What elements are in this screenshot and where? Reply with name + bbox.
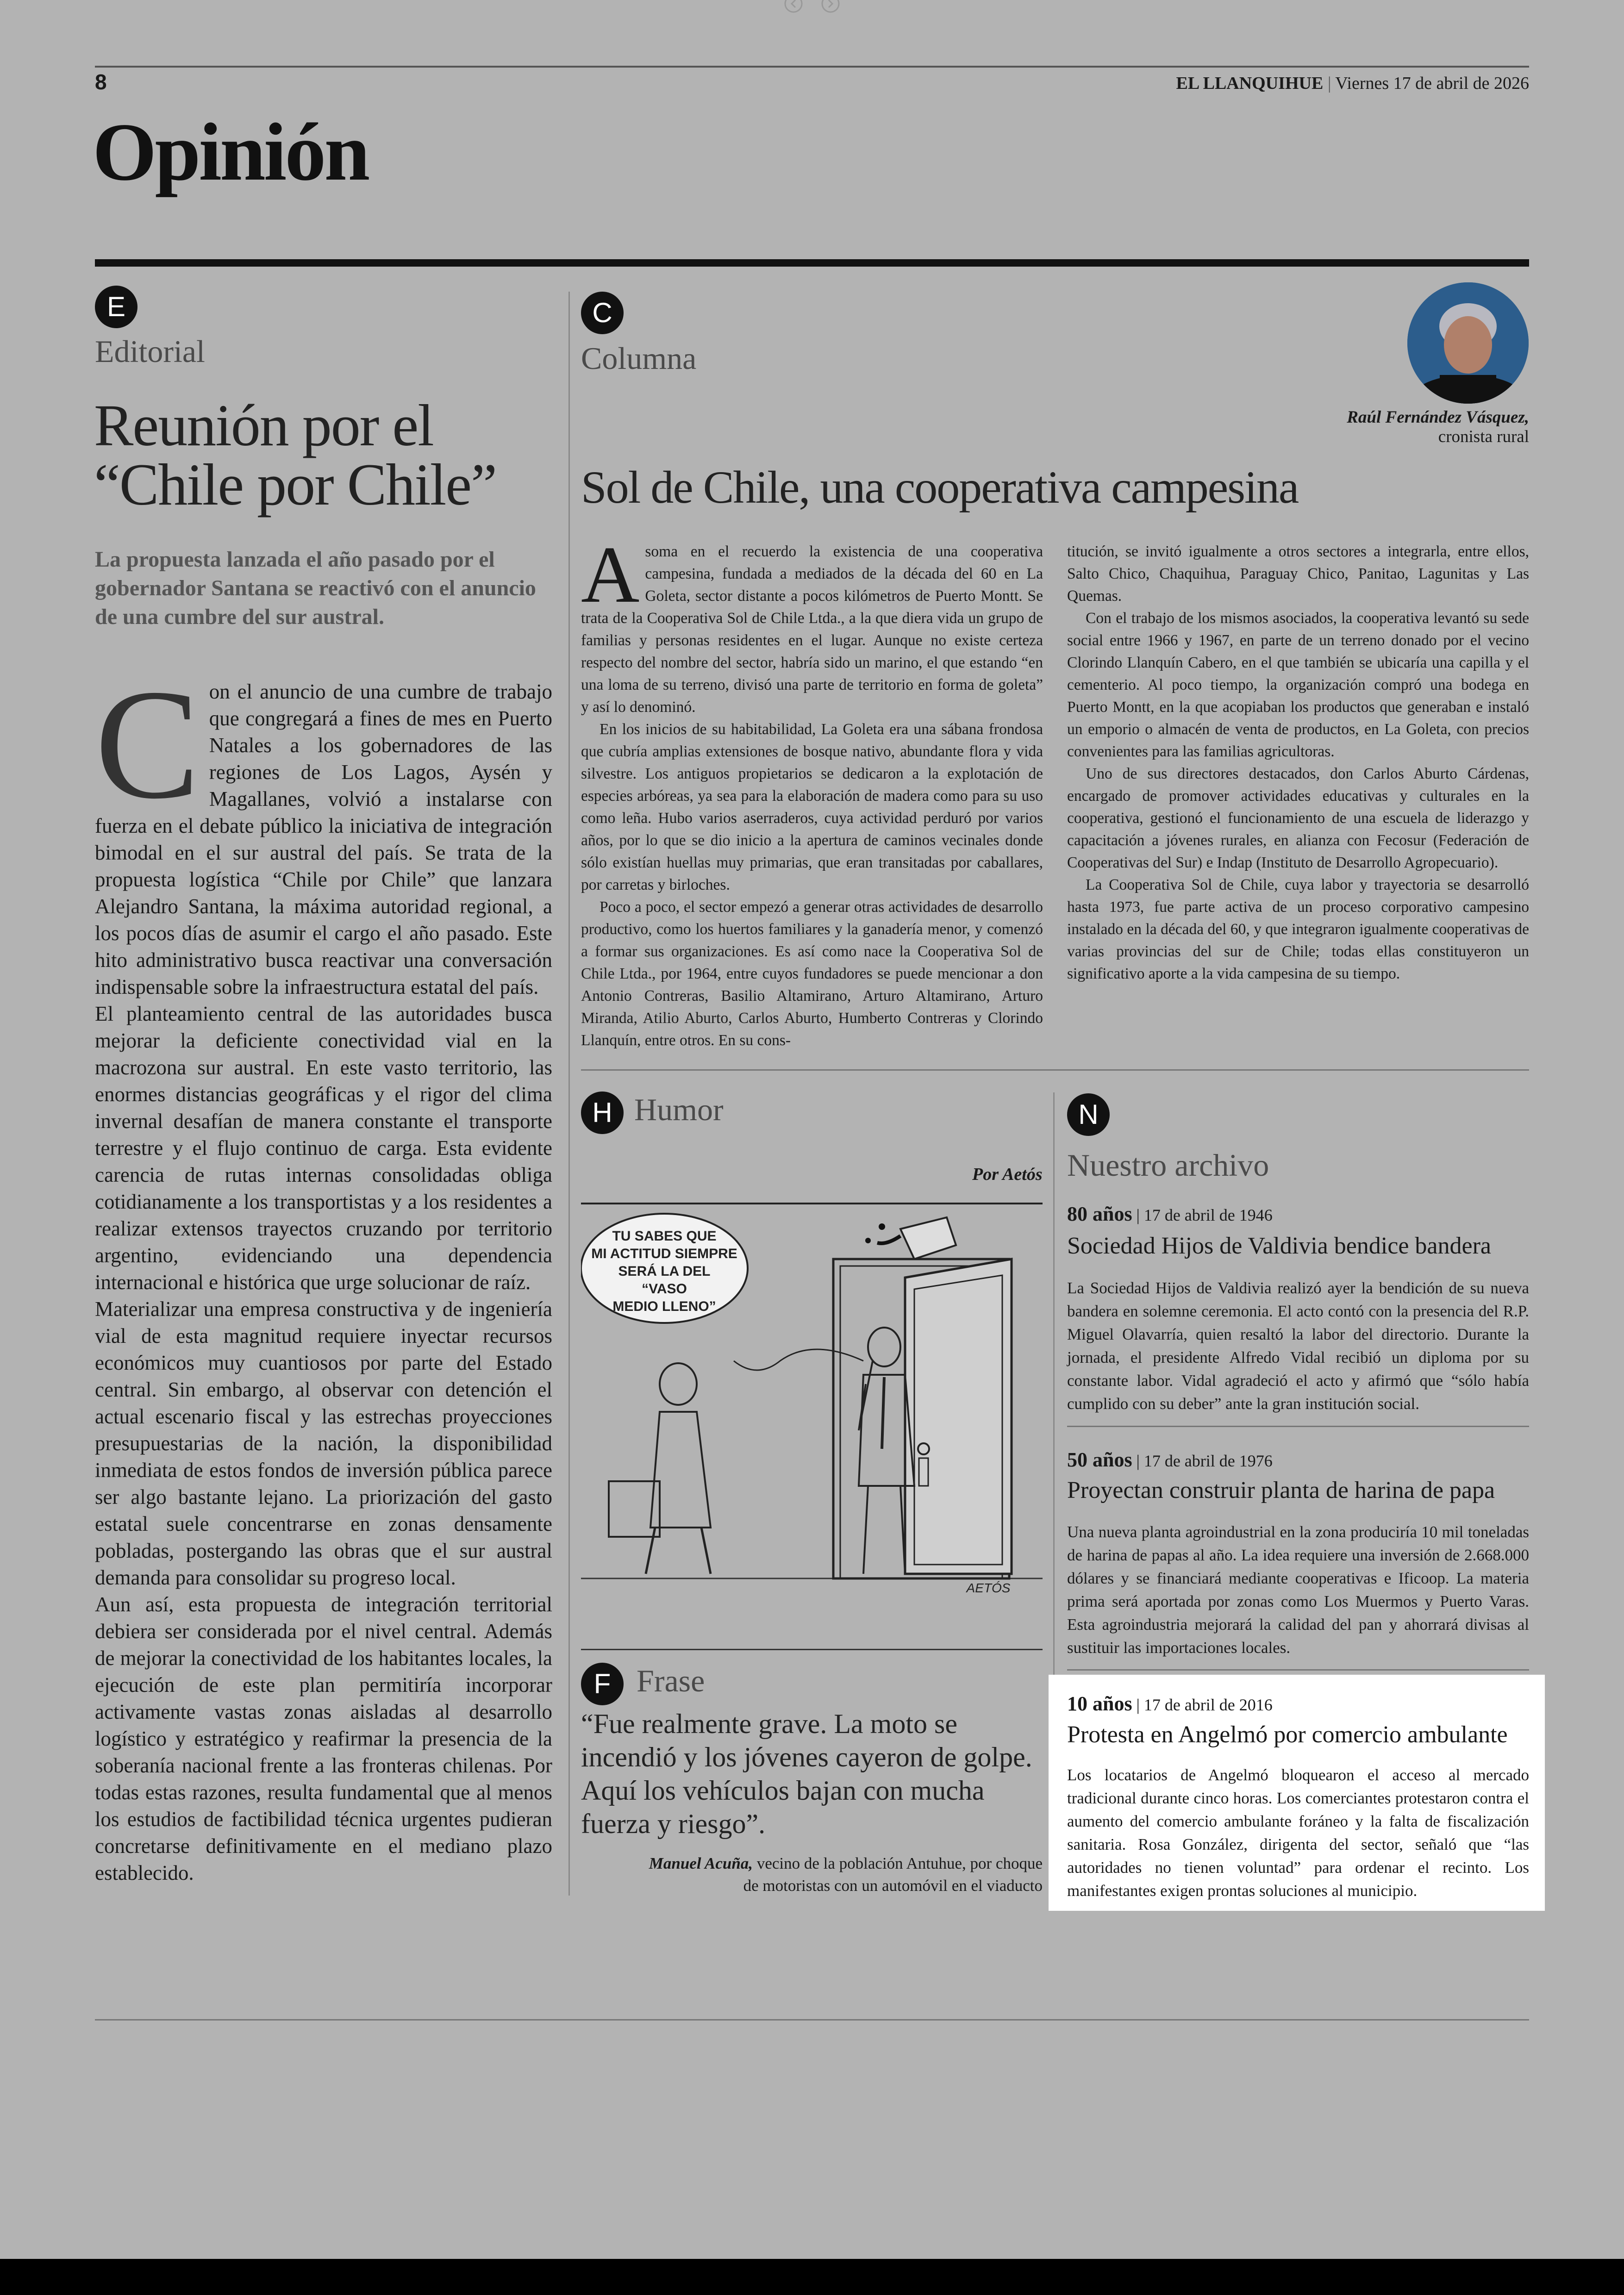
- bottom-bar: [0, 2259, 1624, 2295]
- humor-cartoon: [581, 1208, 1043, 1625]
- section-rule: [95, 259, 1529, 267]
- bubble-line: SERÁ LA DEL: [618, 1264, 711, 1279]
- archive-label: Nuestro archivo: [1067, 1148, 1269, 1183]
- page-number: 8: [95, 70, 107, 94]
- cartoon-signature: AETÓS: [966, 1581, 1011, 1595]
- column-paragraph: Con el trabajo de los mismos asociados, la cooperativa levantó su sede social entre 1966 y 1967, en parte de un terreno donado por el vecino Clorindo Llanquín Cabero, en el que también se ubicaría una capilla y el cementerio. Al poco tiempo, la organización compró una bodega en Puerto Montt, en la que acopiaban los productos que generaban e instaló un emporio o almacén de venta de productos, en La Goleta, con precios convenientes para las familias agricultoras.: [1067, 610, 1529, 760]
- archive-rule: [1067, 1669, 1529, 1671]
- back-icon[interactable]: [783, 0, 804, 14]
- archive-entry-3-body: Los locatarios de Angelmó bloquearon el acceso al mercado tradicional durante cinco horas. Los comerciantes protestaron contra el aumento del comercio ambulante foráneo y la falta de fiscalización sanitaria. Rosa González, dirigenta del sector, señaló que “las autoridades no tienen voluntad” para ordenar el recinto. Los manifestantes exigen prontas soluciones al municipio.: [1067, 1766, 1529, 1900]
- editorial-headline: Reunión por el “Chile por Chile”: [94, 393, 496, 518]
- editorial-label: Editorial: [95, 334, 205, 369]
- column-headline: Sol de Chile, una cooperativa campesina: [581, 461, 1299, 513]
- archive-entry-1-year: 80 años | 17 de abril de 1946: [1067, 1203, 1273, 1225]
- column-paragraph: Poco a poco, el sector empezó a generar otras actividades de desarrollo productivo, como los huertos familiares y la ganadería menor, y comenzó a formar sus organizaciones. Es así como nace la Cooperativa Sol de Chile Ltda., por 1964, entre cuyos fundadores se puede mencionar a don Antonio Contreras, Basilio Altamirano, Arturo Altamirano, Arturo Miranda, Atilio Aburto, Carlos Aburto, Humberto Contreras y Clorindo Llanquín, entre otros. En su cons-: [581, 898, 1043, 1049]
- frase-attribution: [648, 1852, 1043, 1897]
- humor-bottom-rule: [581, 1649, 1043, 1650]
- bubble-line: MI ACTITUD SIEMPRE: [591, 1246, 737, 1261]
- archive-entry-1-body: La Sociedad Hijos de Valdivia realizó ayer la bendición de su nueva bandera en solemne ceremonia. El acto contó con la presencia del R.P. Miguel Olavarría, quien resaltó la labor del directorio. Durante la jornada, el presidente Alfredo Vidal recibió un diploma por su constante labor. Vidal agradeció el acto y afirmó que “sólo había cumplido con su deber” ante la gran institución social.: [1067, 1279, 1529, 1413]
- column-paragraph: titución, se invitó igualmente a otros sectores a integrarla, entre ellos, Salto Chico, Chaquihua, Paraguay Chico, Panitao, Lagunitas y Las Quemas.: [1067, 543, 1529, 605]
- column-dropcap: A: [581, 530, 640, 619]
- section-title: Opinión: [93, 106, 369, 198]
- archive-years: 50 años: [1067, 1448, 1132, 1471]
- masthead-date: EL LLANQUIHUE | Viernes 17 de abril de 2026: [1176, 74, 1529, 93]
- column-paragraph: La Cooperativa Sol de Chile, cuya labor y trayectoria se desarrolló hasta 1973, fue parte activa de un proceso corporativo campesino instalado en la década del 60, y que integraron igualmente cooperativas de varias provincias del sur de Chile; todas ellas constituyeron un significativo aporte a la vida campesina de su tiempo.: [1067, 876, 1529, 982]
- column-badge: C: [581, 292, 624, 334]
- editorial-badge: E: [95, 286, 137, 328]
- editorial-paragraph: Materializar una empresa constructiva y de ingeniería vial de esta magnitud requiere inyectar recursos económicos muy cuantiosos por parte del Estado central. Sin embargo, al observar con detención el actual escenario fiscal y las estrechas proyecciones presupuestarias de la nación, la disponibilidad inmediata de estos fondos de inversión pública parece ser algo bastante lejano. La priorización del gasto estatal suele concentrarse en zonas densamente pobladas, postergando las obras que el sur austral demanda para consolidar su progreso local.: [95, 1297, 552, 1589]
- column-paragraph: soma en el recuerdo la existencia de una cooperativa campesina, fundada a mediados de la década del 60 en La Goleta, sector distante a pocos kilómetros de Puerto Montt. Se trata de la Cooperativa Sol de Chile Ltda., a la que diera vida un grupo de familias y personas residentes en el lugar. Aunque no existe certeza respecto del nombre del sector, habría sido un marino, el que estando “en una loma de su terreno, divisó una parte de territorio en forma de goleta” y así lo denominó.: [581, 543, 1043, 716]
- editorial-dropcap: C: [95, 657, 200, 831]
- editorial-lead: La propuesta lanzada el año pasado por el gobernador Santana se reactivó con el anuncio de una cumbre del sur austral.: [95, 547, 536, 629]
- author-role: cronista rural: [1438, 427, 1529, 446]
- frase-label: Frase: [637, 1663, 705, 1698]
- frase-quote: “Fue realmente grave. La moto se incendió y los jóvenes cayeron de golpe. Aquí los vehículos bajan con mucha fuerza y riesgo”.: [581, 1709, 1032, 1839]
- archive-badge: N: [1067, 1093, 1110, 1136]
- archive-entry-2-year: 50 años | 17 de abril de 1976: [1067, 1448, 1273, 1471]
- column-paragraph: Uno de sus directores destacados, don Carlos Aburto Cárdenas, encargado de promover actividades educativas y culturales en la cooperativa, gestionó el funcionamiento de una escuela de liderazgo y capacitación a jóvenes rurales, en alianza con Fecosur (Federación de Cooperativas del Sur) e Indap (Instituto de Desarrollo Agropecuario).: [1067, 765, 1529, 871]
- column-body-left: [581, 530, 1043, 1052]
- masthead: EL LLANQUIHUE: [1176, 74, 1324, 93]
- cartoon-top-rule: [581, 1203, 1043, 1204]
- frase-author: Manuel Acuña,: [649, 1854, 753, 1872]
- archive-rule: [1067, 1426, 1529, 1427]
- editorial-paragraph: Aun así, esta propuesta de integración territorial debiera ser considerada por el nivel central. Además de mejorar la conectividad de los habitantes locales, la ejecución de este plan permitiría incorporar activamente vastas zonas aisladas al desarrollo logístico y estratégico y reafirmar la presencia de la soberanía nacional frente a las fronteras chilenas. Por todas estas razones, resulta fundamental que al menos los estudios de factibilidad técnica urgentes pudieran concretarse definitivamente en el mediano plazo establecido.: [95, 1593, 552, 1884]
- archive-entry-3-year: 10 años | 17 de abril de 2016: [1067, 1692, 1273, 1715]
- frase-badge: F: [581, 1663, 624, 1705]
- archive-date: 17 de abril de 2016: [1143, 1696, 1273, 1714]
- archive-entry-1-title: Sociedad Hijos de Valdivia bendice bandera: [1067, 1233, 1491, 1259]
- archive-date: 17 de abril de 1946: [1143, 1206, 1273, 1224]
- bubble-line: “VASO: [642, 1281, 687, 1297]
- bubble-line: TU SABES QUE: [612, 1229, 717, 1244]
- issue-date: Viernes 17 de abril de 2026: [1335, 74, 1529, 93]
- column-divider-left: [568, 292, 570, 1896]
- author-photo: [1407, 282, 1529, 404]
- archive-entry-2-title: Proyectan construir planta de harina de papa: [1067, 1477, 1495, 1503]
- column-body-right: [1067, 541, 1529, 985]
- column-paragraph: En los inicios de su habitabilidad, La Goleta era una sábana frondosa que cubría amplias extensiones de bosque nativo, abundante flora y vida silvestre. Los antiguos propietarios se dedicaron a la explotación de especies arbóreas, ya sea para la elaboración de madera como para su uso como leña. Hubo varios aserraderos, cuya actividad perduró por varios años, por lo que se dio inicio a la apertura de caminos vecinales donde sólo existían huellas muy primarias, que eran transitadas por caballares, por carretas y birloches.: [581, 721, 1043, 893]
- editorial-paragraph: on el anuncio de una cumbre de trabajo que congregará a fines de mes en Puerto Natales a los gobernadores de las regiones de Los Lagos, Aysén y Magallanes, volvió a instalarse con fuerza en el debate público la iniciativa de integración bimodal en el sur austral del país. Se trata de la propuesta logística “Chile por Chile” que lanzara Alejandro Santana, la máxima autoridad regional, a los pocos días de asumir el cargo el año pasado. Este hito administrativo busca reactivar una conversación indispensable sobre la infraestructura estatal del país.: [95, 680, 552, 998]
- archive-entry-2-body: Una nueva planta agroindustrial en la zona produciría 10 mil toneladas de harina de papas al año. La idea requiere una inversión de 2.668.000 dólares y se financiará mediante cooperativas e Ificoop. La materia prima será aportada por zonas como Los Muermos y Puerto Varas. Esta agroindustria mejorará la calidad del pan y ahorrará divisas al sustituir las importaciones locales.: [1067, 1523, 1529, 1657]
- archive-years: 10 años: [1067, 1692, 1132, 1715]
- archive-entry-3-title: Protesta en Angelmó por comercio ambulante: [1067, 1721, 1508, 1748]
- page-bottom-rule: [95, 2019, 1529, 2021]
- humor-badge: H: [581, 1091, 624, 1134]
- editorial-body: [95, 657, 552, 1886]
- column-label: Columna: [581, 341, 697, 376]
- author-name: Raúl Fernández Vásquez,: [1347, 408, 1529, 427]
- header-top-rule: [95, 66, 1529, 68]
- frase-attribution-text: vecino de la población Antuhue, por choque de motoristas con un automóvil en el viaducto: [743, 1854, 1043, 1895]
- archive-date: 17 de abril de 1976: [1143, 1452, 1273, 1470]
- forward-icon[interactable]: [820, 0, 841, 14]
- archive-years: 80 años: [1067, 1203, 1132, 1225]
- editorial-paragraph: El planteamiento central de las autoridades busca mejorar la deficiente conectividad vial en la macrozona sur austral. En este vasto territorio, las enormes distancias geográficas y el rigor del clima invernal desafían de manera constante el transporte terrestre y el flujo continuo de carga. Esta evidente carencia de rutas internas consolidadas obliga cotidianamente a los transportistas y a los residentes a realizar extensos trayectos cruzando por territorio argentino, evidenciando una dependencia internacional e histórica que urge solucionar de raíz.: [95, 1002, 552, 1294]
- humor-label: Humor: [634, 1092, 724, 1127]
- humor-byline: Por Aetós: [972, 1165, 1043, 1184]
- bubble-line: MEDIO LLENO”: [612, 1299, 716, 1314]
- column-bottom-rule: [581, 1069, 1529, 1071]
